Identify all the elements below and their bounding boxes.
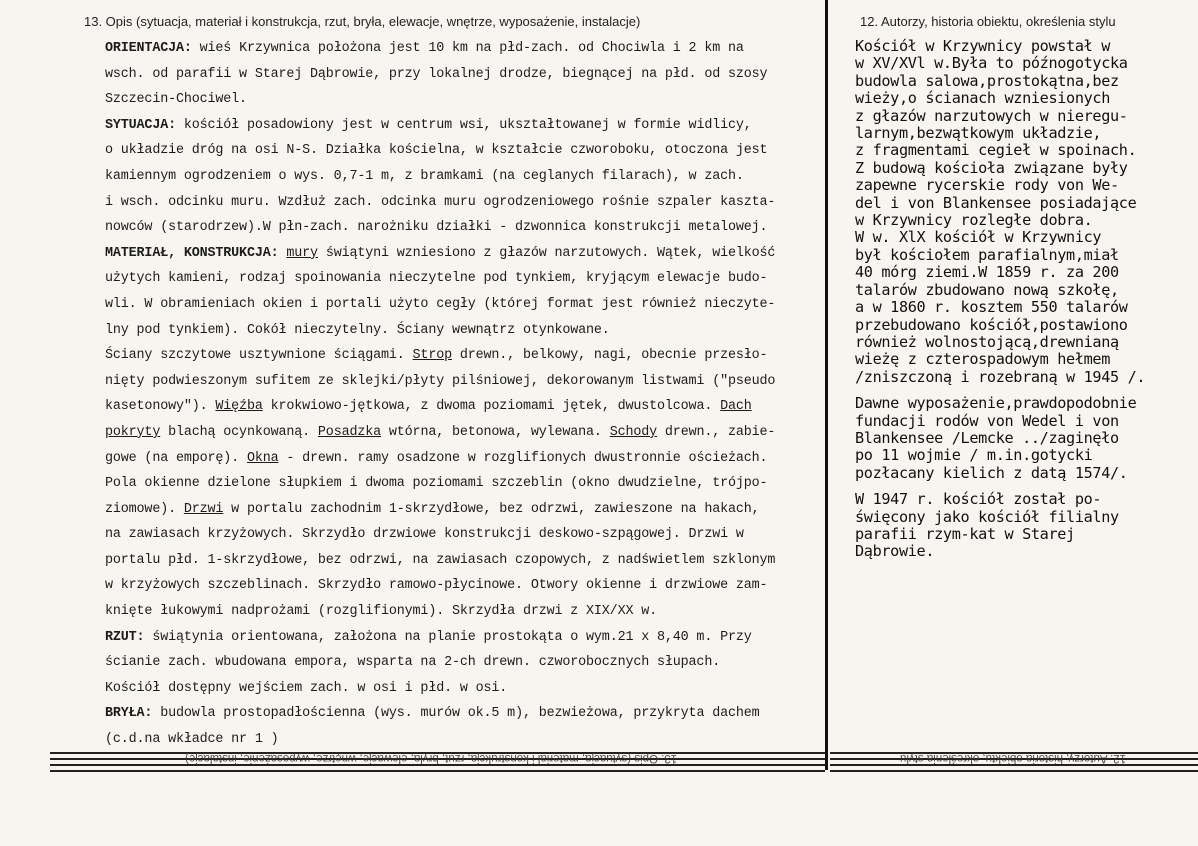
text-run: budowla prostopadłościenna (wys. murów ok.5 m), bezwieżowa, przykryta dachem	[152, 706, 760, 722]
text-run: nięty podwieszonym sufitem ze sklejki/płyty pilśniowej, dekorowanym listwami ("pseudo	[105, 373, 776, 389]
description-line	[105, 548, 823, 574]
right-column-header: 12. Autorzy, historia obiektu, określenia stylu	[860, 14, 1116, 29]
history-line: budowla salowa,prostokątna,bez	[855, 71, 1119, 90]
text-run: wsch. od parafii w Starej Dąbrowie, przy lokalnej drodze, biegnącej na płd. od szosy	[105, 66, 768, 82]
description-line	[105, 241, 823, 267]
description-line	[105, 650, 823, 676]
text-run: portalu płd. 1-skrzydłowe, bez odrzwi, na zawiasach czopowych, z nadświetlem szklonym	[105, 552, 776, 568]
description-line	[105, 676, 823, 702]
underlined-term: pokryty	[105, 424, 161, 440]
text-run: (c.d.na wkładce nr 1 )	[105, 732, 279, 748]
text-run: wli. W obramieniach okien i portali użyto cegły (której format jest również nieczyte-	[105, 296, 776, 312]
text-run: knięte łukowymi nadprożami (rozglifionymi). Skrzydła drzwi z XIX/XX w.	[105, 604, 657, 620]
description-line	[105, 62, 823, 88]
description-line	[105, 446, 823, 472]
history-line: wieży,o ścianach wzniesionych	[855, 89, 1111, 108]
section-heading: MATERIAŁ, KONSTRUKCJA:	[105, 245, 279, 261]
description-line	[105, 599, 823, 625]
description-line	[105, 215, 823, 241]
text-run: nowców (starodrzew).W płn-zach. narożniku działki - dzwonnica konstrukcji metalowej.	[105, 220, 768, 236]
history-line: wieżę z czterospadowym hełmem	[855, 350, 1111, 369]
history-line: fundacji rodów von Wedel i von	[855, 411, 1119, 430]
text-run: ziomowe).	[105, 501, 184, 517]
history-line: Dawne wyposażenie,prawdopodobnie	[855, 394, 1137, 413]
description-line	[105, 318, 823, 344]
history-text	[855, 38, 1191, 561]
history-line: w Krzywnicy rozległe dobra.	[855, 211, 1093, 230]
underlined-term: Posadzka	[317, 424, 382, 440]
text-run: użytych kamieni, rodzaj spoinowania nieczytelne pod tynkiem, kryjącym elewacje budo-	[105, 271, 768, 287]
history-line: larnym,bezwątkowym układzie,	[855, 124, 1102, 143]
description-line	[105, 343, 823, 369]
description-line	[105, 369, 823, 395]
text-run: Szczecin-Chociwel.	[105, 92, 247, 108]
history-line: z głazów narzutowych w nieregu-	[855, 106, 1128, 125]
text-run: Kościół dostępny wejściem zach. w osi i płd. w osi.	[105, 680, 508, 696]
history-line: a w 1860 r. kosztem 550 talarów	[855, 298, 1128, 317]
history-line: W 1947 r. kościół został po-	[855, 490, 1102, 509]
mirrored-left-header: 13. Opis (sytuacja, materiał i konstrukcja, rzut, bryła, elewacje, wnętrze, wyposażenie, instalacje)	[185, 752, 678, 764]
history-line: Blankensee /Lemcke ../zaginęło	[855, 428, 1119, 447]
underlined-term: Drzwi	[183, 501, 224, 517]
history-line: talarów zbudowano nową szkołę,	[855, 280, 1119, 299]
description-line	[105, 701, 823, 727]
text-run: kasetonowy").	[105, 399, 216, 415]
description-text	[105, 36, 823, 753]
text-run: blachą ocynkowaną.	[160, 424, 318, 440]
description-line	[105, 113, 823, 139]
text-run: świątynia orientowana, założona na planie prostokąta o wym.21 x 8,40 m. Przy	[144, 629, 752, 645]
description-line	[105, 625, 823, 651]
section-heading: BRYŁA:	[105, 706, 153, 722]
text-run: lny pod tynkiem). Cokół nieczytelny. Ściany wewnątrz otynkowane.	[105, 322, 610, 338]
left-column-header: 13. Opis (sytuacja, materiał i konstrukcja, rzut, bryła, elewacje, wnętrze, wyposażenie, instalacje)	[84, 14, 641, 29]
description-line	[105, 727, 823, 753]
text-run: Ściany szczytowe usztywnione ściągami.	[105, 348, 413, 364]
text-run: kościół posadowiony jest w centrum wsi, ukształtowanej w formie widlicy,	[175, 117, 752, 133]
column-divider	[825, 0, 828, 770]
description-line	[105, 573, 823, 599]
text-run: ścianie zach. wbudowana empora, wsparta na 2-ch drewn. czworobocznych słupach.	[105, 655, 721, 671]
history-line: po 11 wojmie / m.in.gotycki	[855, 446, 1093, 465]
text-run: kamiennym ogrodzeniem o wys. 0,7-1 m, z bramkami (na ceglanych filarach), w zach.	[105, 168, 744, 184]
underlined-term: Strop	[412, 348, 452, 364]
history-line: święcony jako kościół filialny	[855, 507, 1119, 526]
text-run: - drewn. ramy osadzone w rozglifionych dwustronnie ościeżach.	[278, 450, 768, 466]
history-line: /zniszczoną i rozebraną w 1945 /.	[855, 367, 1146, 386]
description-line	[105, 292, 823, 318]
history-line: W w. XlX kościół w Krzywnicy	[855, 228, 1102, 247]
description-line	[105, 266, 823, 292]
description-line	[105, 87, 823, 113]
description-line	[105, 420, 823, 446]
underlined-term: Więźba	[215, 399, 263, 415]
history-line: zapewne rycerskie rody von We-	[855, 176, 1119, 195]
text-run: wtórna, betonowa, wylewana.	[381, 424, 610, 440]
underlined-term: Dach	[720, 399, 752, 415]
description-line	[105, 164, 823, 190]
underlined-term: mury	[286, 245, 318, 261]
section-heading: ORIENTACJA:	[105, 41, 192, 56]
text-run: krokwiowo-jętkowa, z dwoma poziomami jętek, dwustolcowa.	[262, 399, 721, 415]
section-heading: RZUT:	[105, 629, 145, 645]
description-line	[105, 497, 823, 523]
description-line	[105, 138, 823, 164]
underlined-term: Schody	[609, 424, 658, 440]
history-line: z fragmentami cegieł w spoinach.	[855, 141, 1137, 160]
text-run: na zawiasach krzyżowych. Skrzydło drzwiowe konstrukcji deskowo-szpągowej. Drzwi w	[105, 527, 744, 543]
text-run: świątyni wzniesiono z głazów narzutowych. Wątek, wielkość	[317, 245, 776, 261]
description-line	[105, 471, 823, 497]
description-line	[105, 190, 823, 216]
text-run: drewn., belkowy, nagi, obecnie przesło-	[451, 348, 768, 364]
description-line	[105, 394, 823, 420]
history-line: w XV/XVl w.Była to późnogotycka	[855, 54, 1128, 73]
description-line	[105, 522, 823, 548]
history-line: 40 mórg ziemi.W 1859 r. za 200	[855, 263, 1119, 282]
history-line: parafii rzym-kat w Starej	[855, 524, 1075, 543]
section-heading: SYTUACJA:	[105, 117, 176, 133]
history-line: przebudowano kościół,postawiono	[855, 315, 1128, 334]
text-run: i wsch. odcinku muru. Wzdłuż zach. odcinka muru ogrodzeniowego rośnie szpaler kaszta-	[105, 194, 776, 210]
text-run: w portalu zachodnim 1-skrzydłowe, bez odrzwi, zawieszone na hakach,	[223, 501, 760, 517]
text-run: wieś Krzywnica położona jest 10 km na płd-zach. od Chociwla i 2 km na	[191, 41, 744, 56]
text-run: Pola okienne dzielone słupkiem i dwoma poziomami szczeblin (okno dwudzielne, trójpo-	[105, 476, 768, 492]
underlined-term: Okna	[246, 450, 279, 466]
history-line: również wolnostojącą,drewnianą	[855, 332, 1119, 351]
text-run: drewn., zabie-	[657, 424, 776, 440]
text-run: w krzyżowych szczeblinach. Skrzydło ramowo-płycinowe. Otwory okienne i drzwiowe zam-	[105, 578, 768, 594]
history-line: Kościół w Krzywnicy powstał w	[855, 37, 1111, 55]
history-line: del i von Blankensee posiadające	[855, 193, 1137, 212]
mirrored-right-header: 12. Autorzy, historia obiektu, określenia stylu	[900, 752, 1127, 764]
description-line	[105, 36, 823, 62]
text-run: gowe (na emporę).	[105, 450, 247, 466]
history-line: pozłacany kielich z datą 1574/.	[855, 463, 1128, 482]
history-line: Dąbrowie.	[855, 542, 935, 561]
text-run: o układzie dróg na osi N-S. Działka kościelna, w kształcie czworoboku, otoczona jest	[105, 143, 768, 159]
history-line: był kościołem parafialnym,miał	[855, 245, 1119, 264]
history-line: Z budową kościoła związane były	[855, 158, 1128, 177]
